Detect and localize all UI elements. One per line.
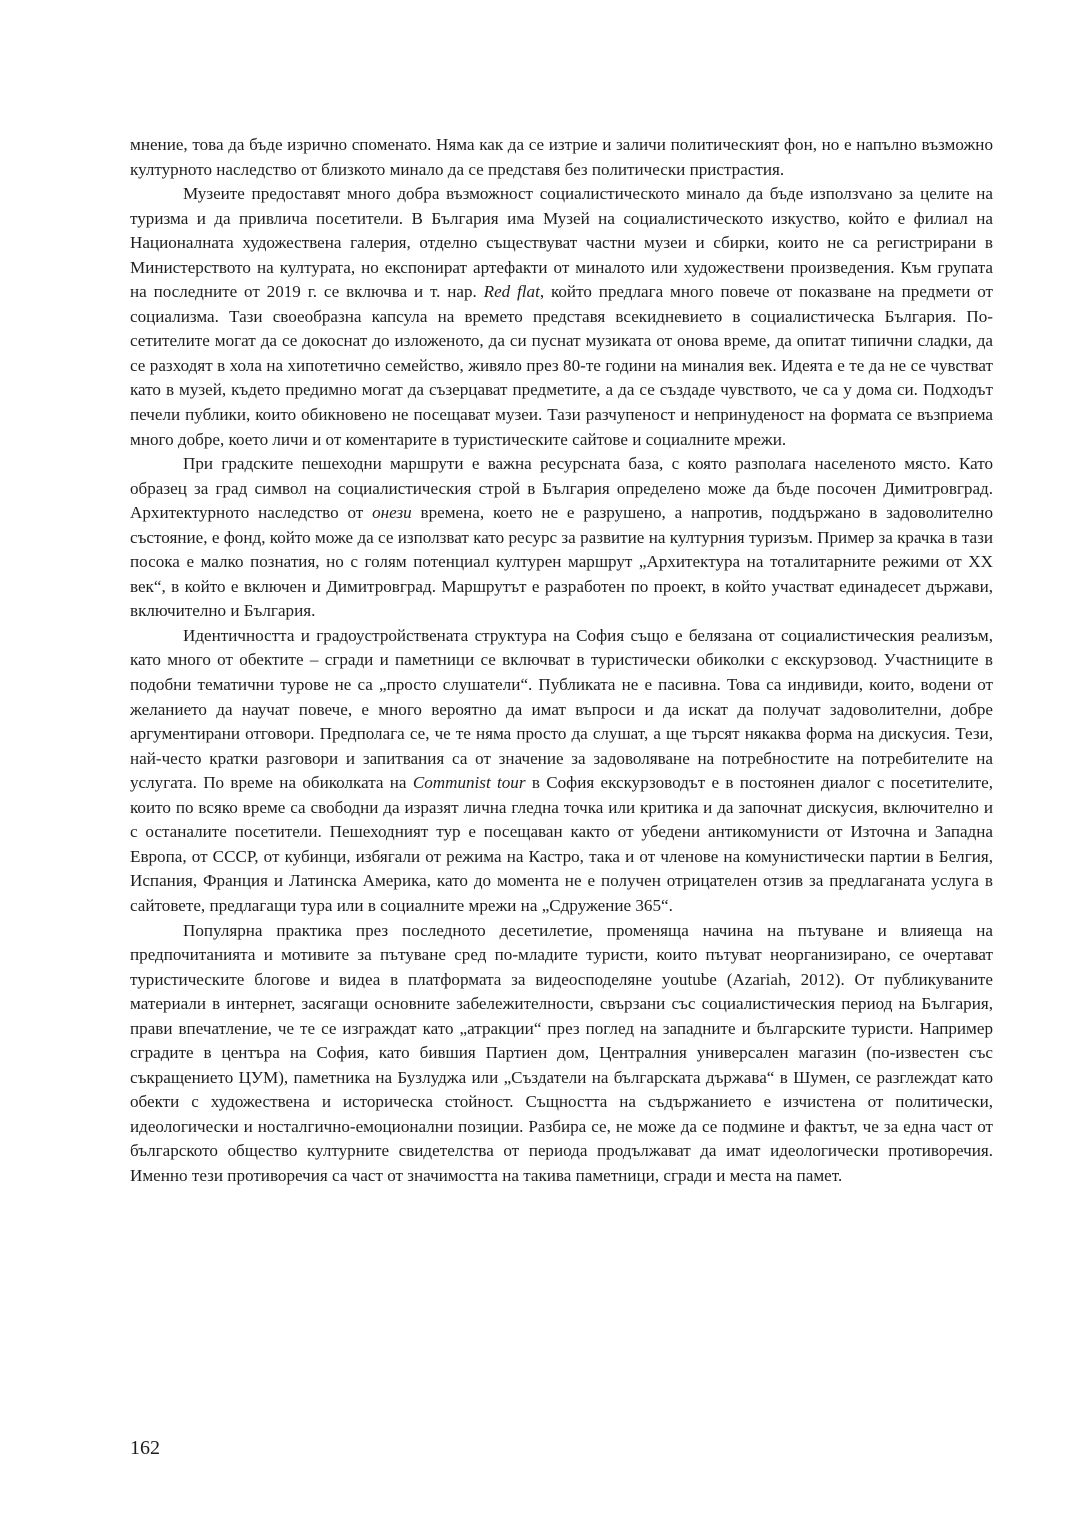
paragraph-text: , който предлага много повече от показване на предмети от социализма. Тази своеобразна капсула на времето представя всекидневието в социалистическа България. Посетителите могат да се докоснат до изложеното, да си пуснат музиката от онова време, да опитат типични сладки, да се разходят в хола на хипотетично семейство, живяло през 80-те години на миналия век. Идеята е те да не се чувстват като в музей, където предимно могат да съзерцават предметите, а да се създаде чувството, че са у дома си. Подходът печели публики, които обикновено не посещават музеи. Тази разчупеност и непринуденост на формата се възприема много добре, което личи и от коментарите в туристическите сайтове и социалните мрежи. [130, 282, 993, 449]
paragraph-text: времена, което не е разрушено, а напротив, поддържано в задоволително състояние, е фонд, който може да се използват като ресурс за развитие на културния туризъм. Пример за крачка в тази посока е малко познатия, но с голям потенциал културен маршрут „Архитектура на тоталитарните режими от XX век“, в който е включен и Димитровград. Маршрутът е разработен по проект, в който участват единадесет държави, включително и България. [130, 503, 993, 621]
italic-term-communist-tour: Communist tour [412, 773, 526, 793]
paragraph-text: мнение, това да бъде изрично споменато. Няма как да се изтрие и заличи политическият фон, но е напълно възможно културното наследство от близкото минало да се представя без политически пристрастия. [130, 135, 993, 179]
italic-term-red-flat: Red flat [483, 282, 540, 302]
page-number: 162 [130, 1437, 160, 1459]
paragraph-text: Идентичността и градоустройствената структура на София също е белязана от социалистическия реализъм, като много от обектите – сгради и паметници се включват в туристически обиколки с екскурзовод. Участниците в подобни тематични турове не са „просто слушатели“. Публиката не е пасивна. Това са индивиди, които, водени от желанието да научат повече, е много вероятно да имат въпроси и да искат да получат задоволителни, добре аргументирани отговори. Предполага се, че те няма просто да слушат, а ще търсят някаква форма на дискусия. Тези, най-често кратки разговори и запитвания са от значение за задоволяване на потребностите на потребителите на услугата. По време на обиколката на [130, 625, 993, 793]
paragraph-text: При градските пешеходни маршрути е важна ресурсната база, с която разполага населеното място. Като образец за град символ на социалистическия строй в България определено може да бъде посочен Димитровград. Архитектурното наследство от [130, 454, 993, 523]
paragraph-text: в София екскурзоводът е в постоянен диалог с посетителите, които по всяко време са свободни да изразят лична гледна точка или критика и да започнат дискусия, включително и с останалите посетители. Пешеходният тур е посещаван както от убедени антикомунисти от Източна и Западна Европа, от СССР, от кубинци, избягали от режима на Кастро, така и от членове на комунистически партии в Белгия, Испания, Франция и Латинска Америка, като до момента не е получен отрицателен отзив за предлаганата услуга в сайтовете, предлагащи тура или в социалните мрежи на „Сдружение 365“. [130, 773, 993, 915]
paragraph-text: Музеите предоставят много добра възможност социалистическото минало да бъде използvано за целите на туризма и да привлича посетители. В България има Музей на социалистическото изкуство, който е филиал на Националната художествена галерия, отделно съществуват частни музеи и сбирки, които не са регистрирани в Министерството на културата, но експонират артефакти от миналото или художествени произведения. Към групата на последните от 2019 г. се включва и т. нар. [130, 184, 993, 302]
paragraph-5 [130, 919, 993, 1189]
paragraph-2 [130, 182, 993, 452]
paragraph-3 [130, 452, 993, 624]
italic-term-onezi: онези [372, 503, 412, 523]
paragraph-4 [130, 624, 993, 919]
paragraph-1 [130, 133, 993, 182]
body-text [130, 133, 993, 1189]
paragraph-text: Популярна практика през последното десетилетие, променяща начина на пътуване и влияеща на предпочитанията и мотивите за пътуване сред по-младите туристи, които пътуват неорганизирано, се очертават туристическите блогове и видеа в платформата за видеосподеляне youtube (Azariah, 2012). От публикуваните материали в интернет, засягащи основните забележителности, свързани със социалистическия период на България, прави впечатление, че те се изграждат като „атракции“ през поглед на западните и българските туристи. Например сградите в центъра на София, като бившия Партиен дом, Централния универсален магазин (по-известен със съкращението ЦУМ), паметника на Бузлуджа или „Създатели на българската държава“ в Шумен, се разглеждат като обекти с художествена и историческа стойност. Същността на съдържанието е изчистена от политически, идеологически и носталгично-емоционални позиции. Разбира се, не може да се подмине и фактът, че за една част от българското общество културните свидетелства от периода продължават да имат идеологически противоречия. Именно тези противоречия са част от значимостта на такива паметници, сгради и места на памет. [130, 920, 993, 1185]
